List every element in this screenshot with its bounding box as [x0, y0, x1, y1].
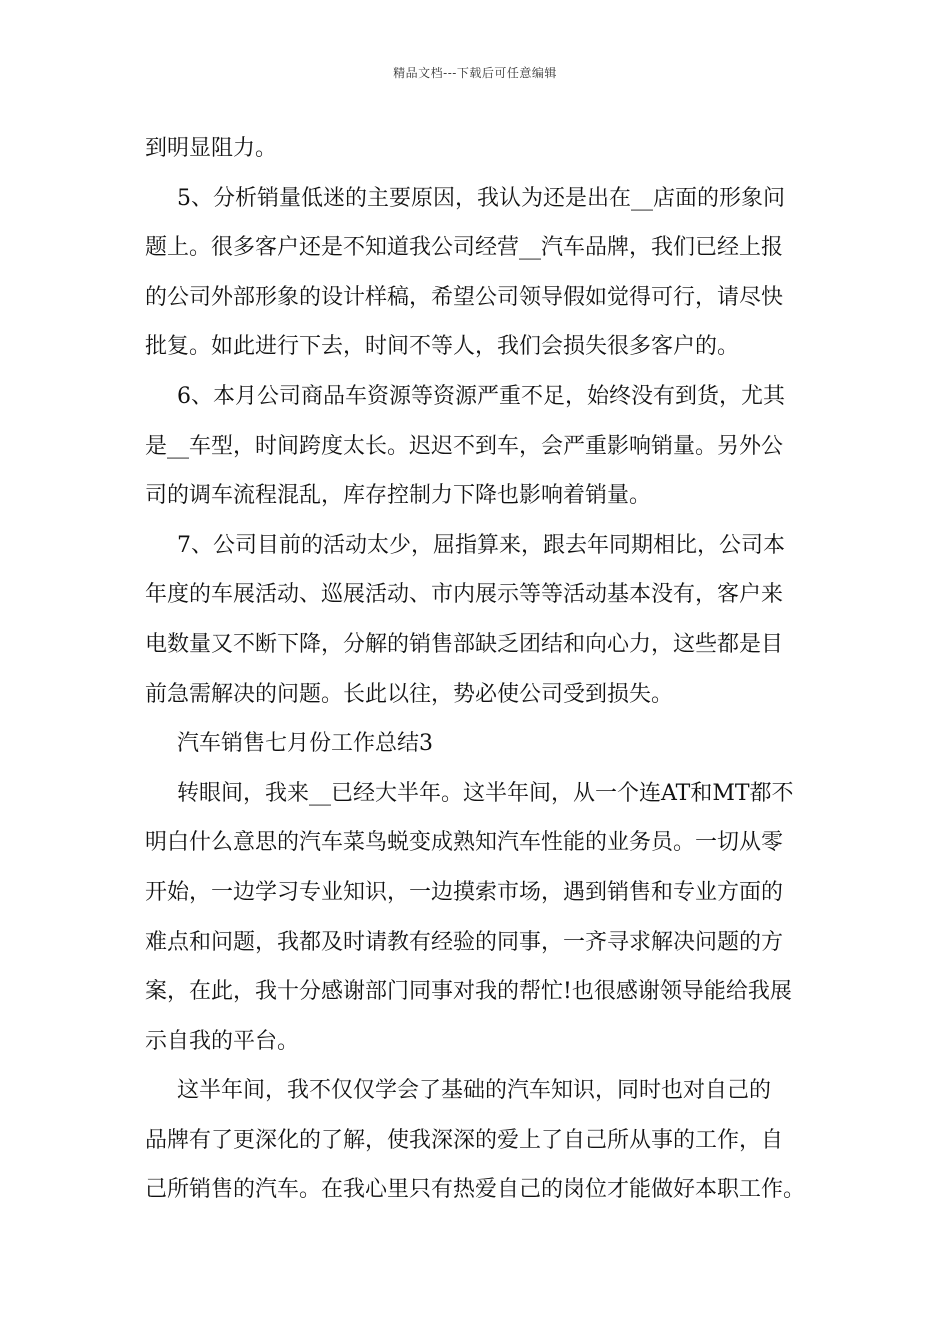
text-line: 题上。很多客户还是不知道我公司经营__汽车品牌，我们已经上报 — [145, 235, 784, 261]
text-line: 示自我的平台。 — [145, 1028, 300, 1054]
text-line: 案，在此，我十分感谢部门同事对我的帮忙!也很感谢领导能给我展 — [145, 979, 792, 1005]
text-line: 前急需解决的问题。长此以往，势必使公司受到损失。 — [145, 681, 674, 707]
text-line: 6、本月公司商品车资源等资源严重不足，始终没有到货，尤其 — [177, 383, 785, 409]
text-line: 品牌有了更深化的了解，使我深深的爱上了自己所从事的工作，自 — [145, 1127, 784, 1153]
document-body — [145, 124, 810, 1215]
text-line: 难点和问题，我都及时请教有经验的同事，一齐寻求解决问题的方 — [145, 929, 784, 955]
text-line: 明白什么意思的汽车菜鸟蜕变成熟知汽车性能的业务员。一切从零 — [145, 830, 784, 856]
text-line: 开始，一边学习专业知识，一边摸索市场，遇到销售和专业方面的 — [145, 879, 784, 905]
text-line: 汽车销售七月份工作总结3 — [177, 731, 433, 757]
text-line: 7、公司目前的活动太少，屈指算来，跟去年同期相比，公司本 — [177, 532, 785, 558]
text-line: 司的调车流程混乱，库存控制力下降也影响着销量。 — [145, 483, 652, 509]
text-line: 批复。如此进行下去，时间不等人，我们会损失很多客户的。 — [145, 334, 740, 360]
text-line: 电数量又不断下降，分解的销售部缺乏团结和向心力，这些都是目 — [145, 631, 784, 657]
text-line: 到明显阻力。 — [145, 136, 278, 161]
text-line: 这半年间，我不仅仅学会了基础的汽车知识，同时也对自己的 — [177, 1078, 772, 1104]
text-line: 年度的车展活动、巡展活动、市内展示等等活动基本没有，客户来 — [145, 582, 784, 608]
page-header: 精品文档---下载后可任意编辑 — [393, 66, 557, 80]
text-line: 转眼间，我来__已经大半年。这半年间，从一个连AT和MT都不 — [177, 780, 794, 806]
text-line: 己所销售的汽车。在我心里只有热爱自己的岗位才能做好本职工作。 — [145, 1177, 806, 1203]
text-line: 5、分析销量低迷的主要原因，我认为还是出在__店面的形象问 — [177, 185, 785, 211]
text-line: 的公司外部形象的设计样稿，希望公司领导假如觉得可行，请尽快 — [145, 284, 784, 310]
text-line: 是__车型，时间跨度太长。迟迟不到车，会严重影响销量。另外公 — [145, 433, 784, 459]
